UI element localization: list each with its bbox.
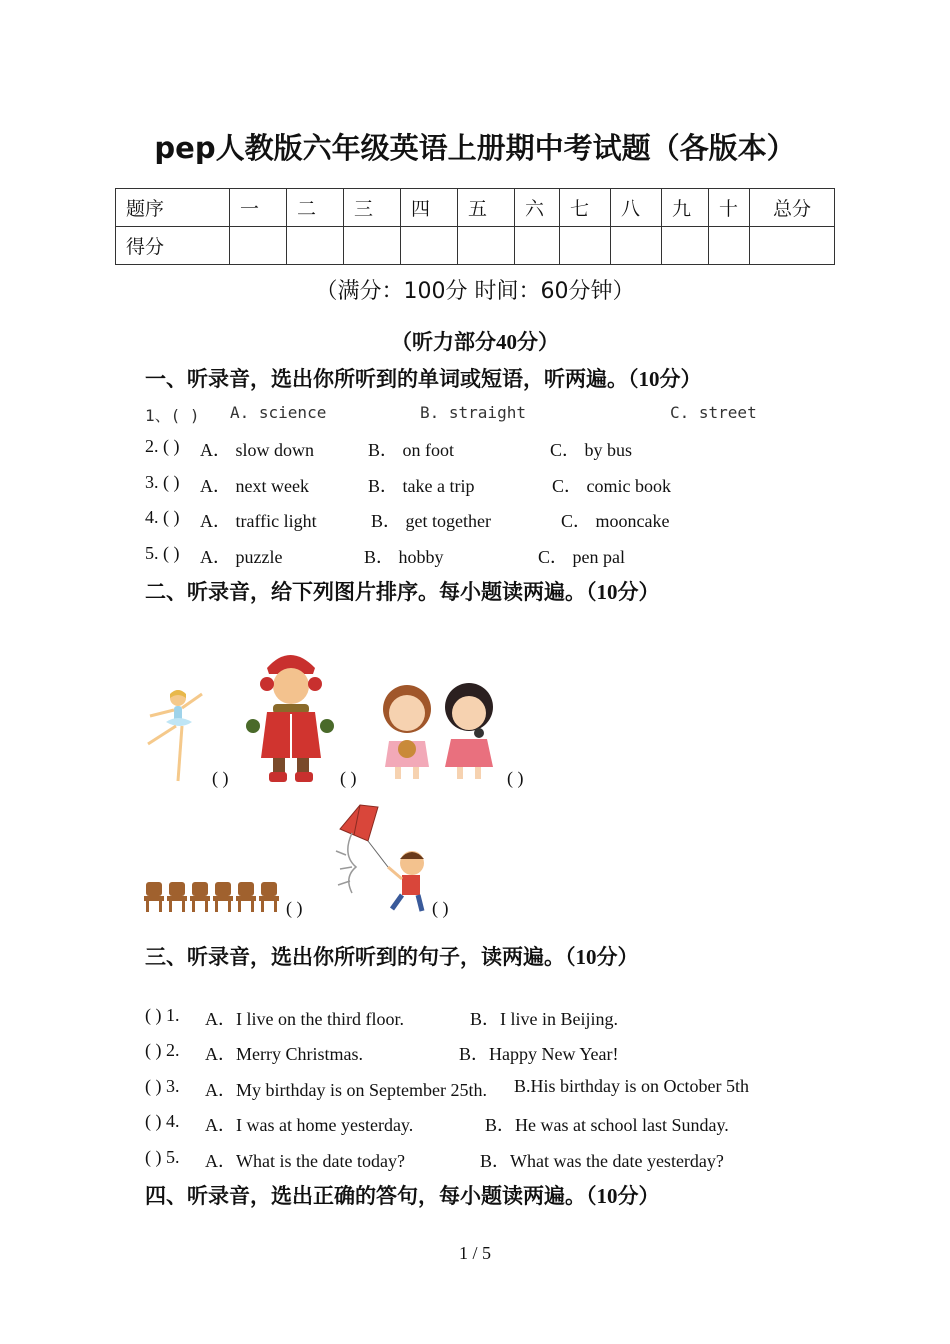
q4-number: 4. ( ) <box>145 507 180 527</box>
s3-q5-option-b[interactable]: B．What was the date yesterday? <box>480 1151 724 1171</box>
answer-blank[interactable]: ( ) <box>212 768 229 788</box>
table-cell: 总分 <box>750 189 835 227</box>
section4-title: 四、听录音，选出正确的答句，每小题读两遍。（10分） <box>145 1184 660 1208</box>
ballerina-picture <box>140 686 210 786</box>
s3-q5-option-a[interactable]: A．What is the date today? <box>205 1151 405 1171</box>
q3-option-b[interactable]: B． take a trip <box>368 476 475 496</box>
s3-q3-option-a[interactable]: A．My birthday is on September 25th. <box>205 1080 487 1100</box>
table-cell: 四 <box>401 189 458 227</box>
score-input-cell[interactable] <box>515 227 560 265</box>
s3-q4-option-a[interactable]: A．I was at home yesterday. <box>205 1115 414 1135</box>
s3-q1-option-b[interactable]: B．I live in Beijing. <box>470 1009 618 1029</box>
s3-q1-option-a[interactable]: A．I live on the third floor. <box>205 1009 404 1029</box>
score-table-score-row <box>116 227 835 265</box>
page-number: 1 / 5 <box>458 1243 491 1263</box>
q3-option-c[interactable]: C． comic book <box>552 476 671 496</box>
q2-option-c[interactable]: C． by bus <box>550 440 633 460</box>
q3-number: 3. ( ) <box>145 472 180 492</box>
table-cell: 二 <box>287 189 344 227</box>
chairs-picture <box>144 880 284 914</box>
answer-blank[interactable]: ( ) <box>507 768 524 788</box>
score-input-cell[interactable] <box>458 227 515 265</box>
s3-q2-option-a[interactable]: A．Merry Christmas. <box>205 1044 363 1064</box>
table-cell: 六 <box>515 189 560 227</box>
q1-number: 1、( ) <box>145 406 200 425</box>
q5-option-c[interactable]: C． pen pal <box>538 547 625 567</box>
table-cell: 五 <box>458 189 515 227</box>
answer-blank[interactable]: ( ) <box>340 768 357 788</box>
section1-title: 一、听录音，选出你所听到的单词或短语，听两遍。（10分） <box>145 367 702 391</box>
s3-q4-option-b[interactable]: B．He was at school last Sunday. <box>485 1115 729 1135</box>
q5-number: 5. ( ) <box>145 543 180 563</box>
score-input-cell[interactable] <box>230 227 287 265</box>
table-cell: 十 <box>709 189 750 227</box>
score-table <box>115 188 835 265</box>
table-cell: 得分 <box>116 227 230 265</box>
q3-option-a[interactable]: A． next week <box>200 476 309 496</box>
q2-number: 2. ( ) <box>145 436 180 456</box>
s3-q2-option-b[interactable]: B．Happy New Year! <box>459 1044 619 1064</box>
q5-option-b[interactable]: B． hobby <box>364 547 444 567</box>
boy-flying-kite-picture <box>322 805 432 915</box>
q4-option-c[interactable]: C． mooncake <box>561 511 670 531</box>
score-input-cell[interactable] <box>287 227 344 265</box>
table-cell: 题序 <box>116 189 230 227</box>
score-input-cell[interactable] <box>662 227 709 265</box>
score-input-cell[interactable] <box>344 227 401 265</box>
answer-blank[interactable]: ( ) <box>286 898 303 918</box>
s3-q2-number[interactable]: ( ) 2. <box>145 1040 180 1060</box>
listening-header: （听力部分40分） <box>391 330 559 354</box>
section3-title: 三、听录音，选出你所听到的句子，读两遍。（10分） <box>145 945 639 969</box>
q2-option-a[interactable]: A． slow down <box>200 440 315 460</box>
q1-option-a[interactable]: A. science <box>230 403 327 422</box>
s3-q5-number[interactable]: ( ) 5. <box>145 1147 180 1167</box>
score-input-cell[interactable] <box>750 227 835 265</box>
score-input-cell[interactable] <box>401 227 458 265</box>
s3-q1-number[interactable]: ( ) 1. <box>145 1005 180 1025</box>
boy-in-winter-coat-picture <box>245 646 335 784</box>
score-input-cell[interactable] <box>611 227 662 265</box>
q4-option-b[interactable]: B． get together <box>371 511 491 531</box>
score-input-cell[interactable] <box>560 227 611 265</box>
q1-option-b[interactable]: B. straight <box>420 403 526 422</box>
q2-option-b[interactable]: B． on foot <box>368 440 455 460</box>
s3-q3-option-b[interactable]: B.His birthday is on October 5th <box>514 1076 749 1096</box>
q5-option-a[interactable]: A． puzzle <box>200 547 283 567</box>
full-mark-note: （满分：100分 时间：60分钟） <box>315 279 635 304</box>
two-girls-singing-picture <box>375 683 503 783</box>
score-input-cell[interactable] <box>709 227 750 265</box>
table-cell: 一 <box>230 189 287 227</box>
table-cell: 九 <box>662 189 709 227</box>
q1-option-c[interactable]: C. street <box>670 403 757 422</box>
page-title: pep人教版六年级英语上册期中考试题（各版本） <box>154 131 796 165</box>
s3-q4-number[interactable]: ( ) 4. <box>145 1111 180 1131</box>
answer-blank[interactable]: ( ) <box>432 898 449 918</box>
table-cell: 八 <box>611 189 662 227</box>
s3-q3-number[interactable]: ( ) 3. <box>145 1076 180 1096</box>
table-cell: 三 <box>344 189 401 227</box>
table-cell: 七 <box>560 189 611 227</box>
score-table-header-row <box>116 189 835 227</box>
q4-option-a[interactable]: A． traffic light <box>200 511 317 531</box>
section2-title: 二、听录音，给下列图片排序。每小题读两遍。（10分） <box>145 580 660 604</box>
